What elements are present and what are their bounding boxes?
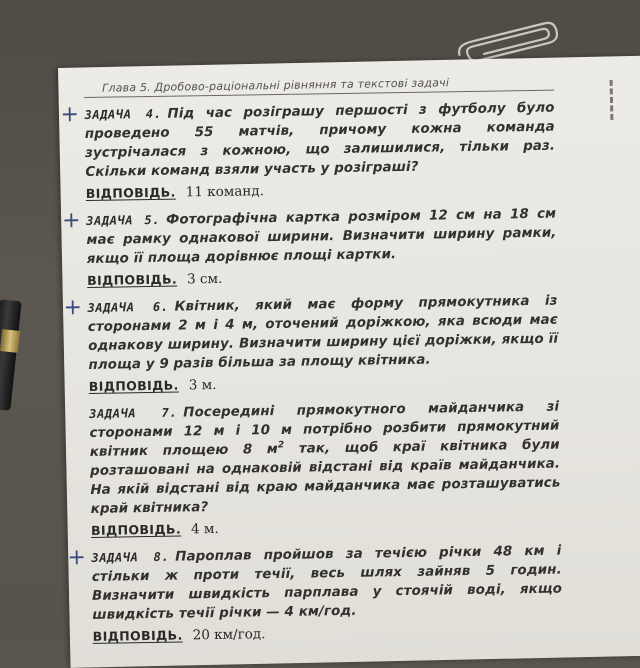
answer-label: ВІДПОВІДЬ. [88,377,179,394]
task-5-label: ЗАДАЧА 5. [86,212,161,228]
pen-plus-mark: + [63,295,83,321]
page-content [60,75,563,655]
answer-label: ВІДПОВІДЬ. [90,521,182,538]
task-7-answer [91,516,561,539]
pen-metal-band [0,329,20,353]
task-6 [63,292,559,395]
pen-plus-mark: + [67,545,87,571]
chapter-header: Глава 5. Дробово-раціональні рівняння та текстові задачі [84,75,554,98]
answer-label: ВІДПОВІДЬ. [85,184,176,201]
task-8-label: ЗАДАЧА 8. [91,549,170,565]
task-4 [60,99,556,202]
task-4-answer [86,179,556,202]
task-5-statement: Фотографічна картка розміром 12 см на 18 см має рамку однакової ширини. Визначити ширину рамки, якщо її площа дорівнює площі картки. [86,206,557,267]
task-4-label: ЗАДАЧА 4. [84,106,162,122]
task-6-text [87,292,558,375]
task-4-text [84,99,555,182]
pen-plus-mark: + [61,208,81,234]
answer-value: 3 см. [186,270,223,288]
pen [0,299,22,411]
task-7-superscript: 2 [277,440,285,451]
task-8-text [91,542,562,625]
answer-label: ВІДПОВІДЬ. [87,271,178,288]
paper-edge-mark [606,80,614,120]
answer-value: 4 м. [190,520,219,538]
task-7-label: ЗАДАЧА 7. [89,405,178,421]
task-6-answer [89,372,559,395]
task-7-statement-end: так, щоб краї квітника були розташовані на однаковій відстані від країв майданчика. На якій відстані від краю майданчика має розташуватись край квітника? [90,437,561,517]
task-7-text [89,398,561,519]
answer-value: 3 м. [188,376,217,394]
task-7-statement-start: Посередині прямокутного майданчика зі сторонами 12 м і 10 м потрібно розбити прямокутний квітник площею 8 м [89,399,560,460]
task-8-answer [93,622,563,645]
task-5-answer [87,266,557,289]
task-5-text [86,205,557,269]
task-4-statement: Під час розіграшу першості з футболу було проведено 55 матчів, причому кожна команда зустрічалася з кожною, що залишилися, тільки раз. Скільки команд взяли участь у розіграші? [84,100,556,180]
answer-label: ВІДПОВІДЬ. [92,627,183,644]
answer-value: 20 км/год. [192,626,266,644]
task-8-statement: Пароплав пройшов за течією річки 48 км і стільки ж проти течії, весь шлях зайняв 5 годин. Визначити швидкість парплава у стоячій воді, якщо швидкість течії річки — 4 км/год. [91,543,563,623]
answer-value: 11 команд. [185,183,265,201]
task-7 [89,398,561,539]
task-5 [61,205,557,289]
pen-plus-mark: + [60,102,80,128]
task-8 [67,542,563,645]
task-6-label: ЗАДАЧА 6. [87,299,169,315]
task-6-statement: Квітник, який має форму прямокутника із сторонами 2 м і 4 м, оточений доріжкою, яка всюди має однакову ширину. Визначити ширину цієї доріжки, якщо її площа у 9 разів більша за площу квітника. [87,293,559,373]
